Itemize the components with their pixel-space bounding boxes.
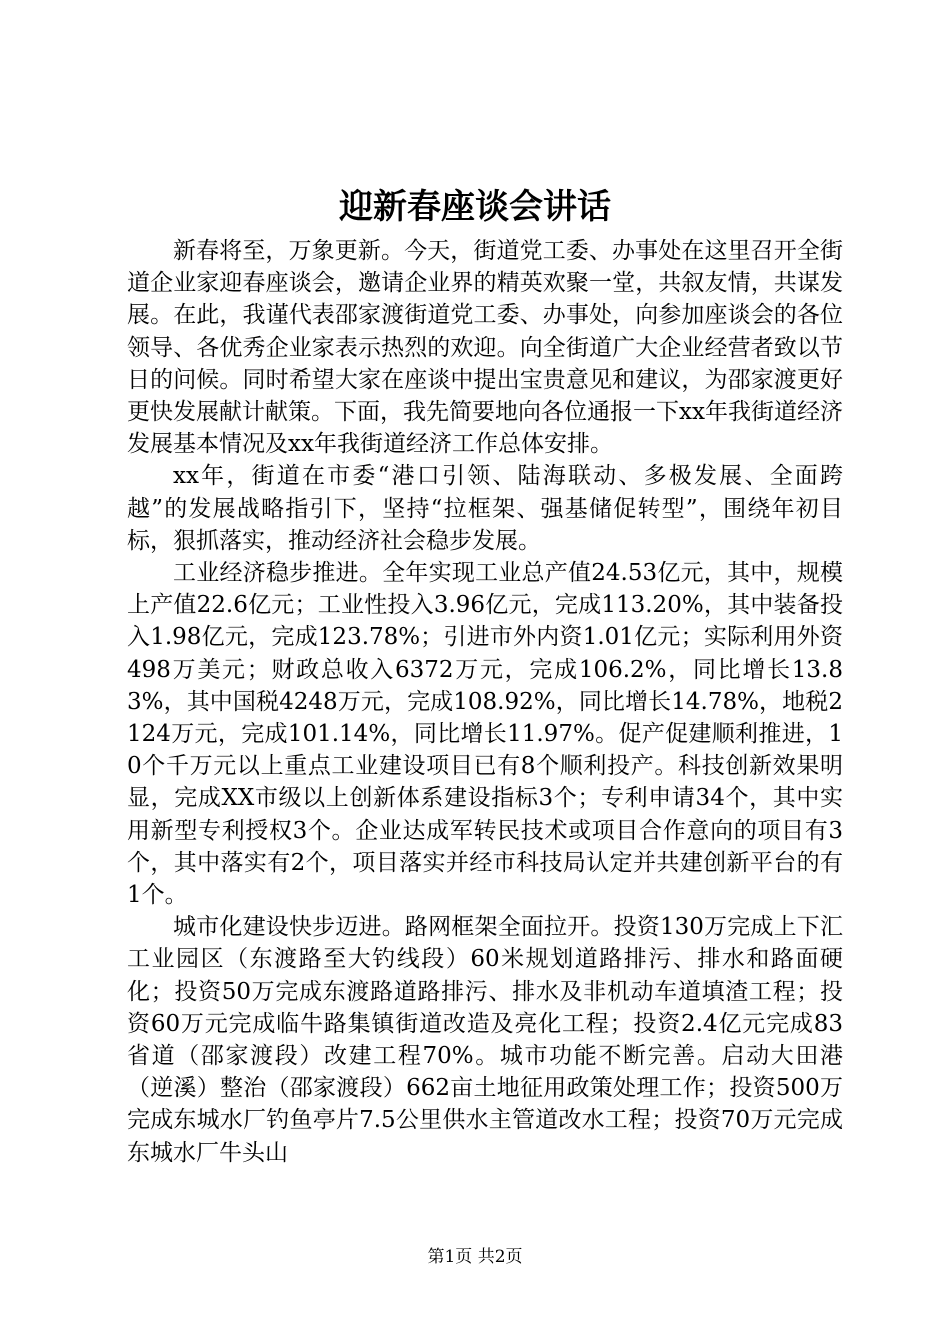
paragraph-urbanization: 城市化建设快步迈进。路网框架全面拉开。投资130万完成上下汇工业园区（东渡路至大钓线段）60米规划道路排污、排水和路面硬化；投资50万完成东渡路道路排污、排水及非机动车道填渣工程；投资60万元完成临牛路集镇街道改造及亮化工程；投资2.4亿元完成83省道（邵家渡段）改建工程70%。城市功能不断完善。启动大田港（逆溪）整治（邵家渡段）662亩土地征用政策处理工作；投资500万完成东城水厂钓鱼亭片7.5公里供水主管道改水工程；投资70万元完成东城水厂牛头山: [127, 914, 843, 1166]
paragraph-intro: 新春将至，万象更新。今天，街道党工委、办事处在这里召开全街道企业家迎春座谈会，邀请企业界的精英欢聚一堂，共叙友情，共谋发展。在此，我谨代表邵家渡街道党工委、办事处，向参加座谈会的各位领导、各优秀企业家表示热烈的欢迎。向全街道广大企业经营者致以节日的问候。同时希望大家在座谈中提出宝贵意见和建议，为邵家渡更好更快发展献计献策。下面，我先简要地向各位通报一下xx年我街道经济发展基本情况及xx年我街道经济工作总体安排。: [127, 238, 843, 458]
document-title: 迎新春座谈会讲话: [339, 187, 611, 227]
paragraph-industry: 工业经济稳步推进。全年实现工业总产值24.53亿元，其中，规模上产值22.6亿元；工业性投入3.96亿元，完成113.20%，其中装备投入1.98亿元，完成123.78%；引进市外内资1.01亿元；实际利用外资498万美元；财政总收入6372万元，完成106.2%，同比增长13.83%，其中国税4248万元，完成108.92%，同比增长14.78%，地税2124万元，完成101.14%，同比增长11.97%。促产促建顺利推进，10个千万元以上重点工业建设项目已有8个顺利投产。科技创新效果明显，完成XX市级以上创新体系建设指标3个；专利申请34个，其中实用新型专利授权3个。企业达成军转民技术或项目合作意向的项目有3个，其中落实有2个，项目落实并经市科技局认定并共建创新平台的有1个。: [127, 560, 843, 909]
document-body: [127, 235, 843, 1169]
page-footer: 第1页 共2页: [427, 1247, 523, 1267]
paragraph-strategy: xx年，街道在市委“港口引领、陆海联动、多极发展、全面跨越”的发展战略指引下，坚持“拉框架、强基储促转型”，围绕年初目标，狠抓落实，推动经济社会稳步发展。: [127, 463, 843, 554]
